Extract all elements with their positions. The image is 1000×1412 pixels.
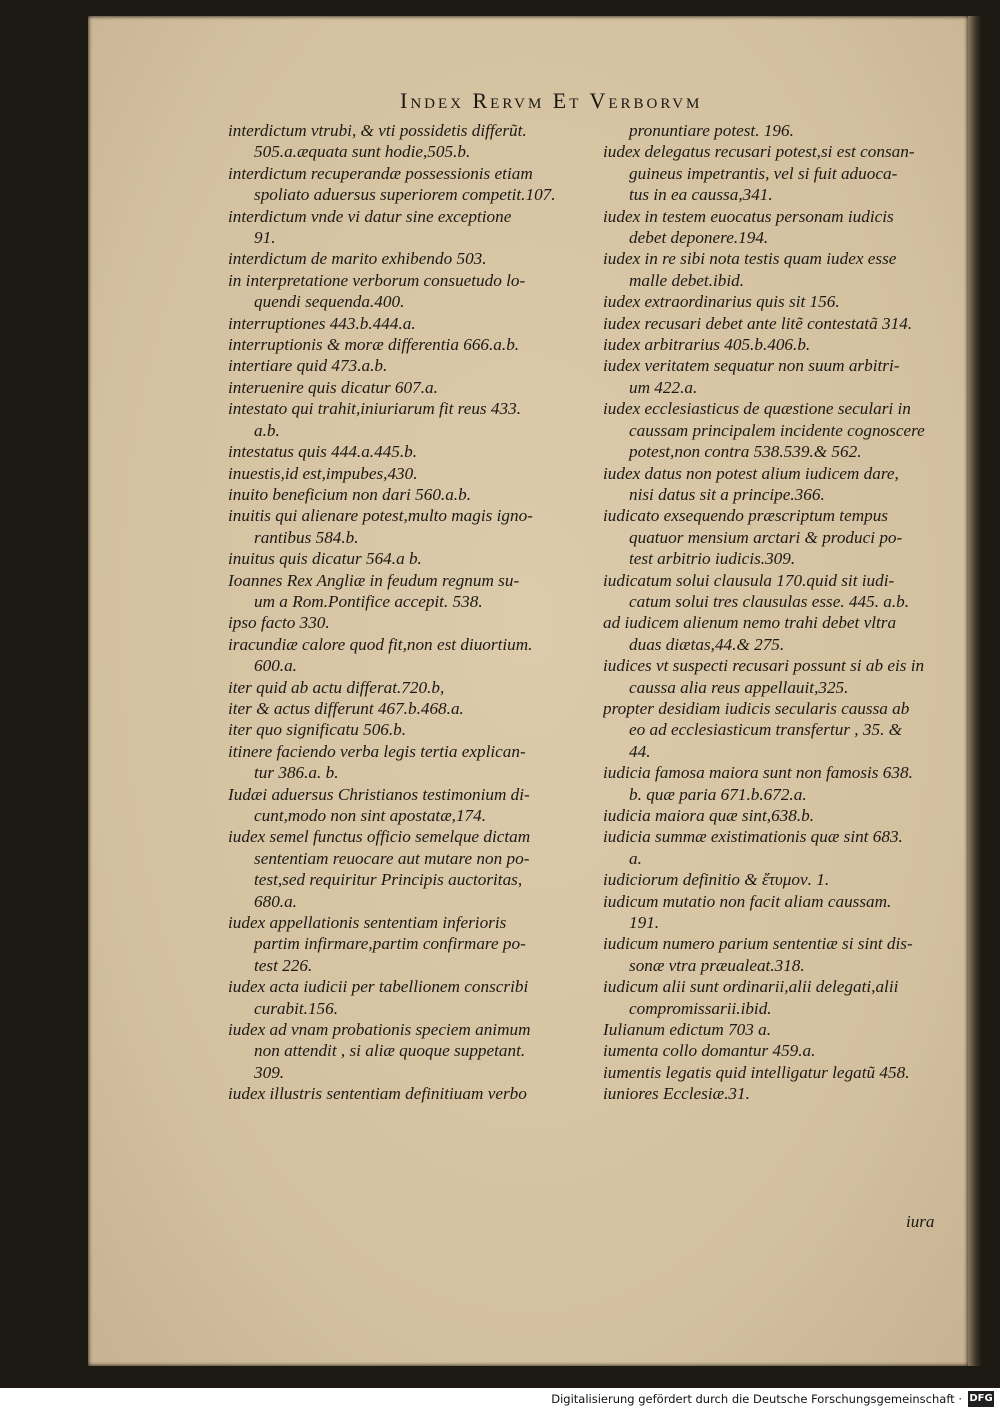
index-entry-line: inuestis,id est,impubes,430. [228,463,418,483]
index-entry-line: duas diætas,44.& 275. [629,634,785,654]
index-entry-line: debet deponere.194. [629,228,769,248]
index-entry-line: iudex delegatus recusari potest,si est consan- [603,142,915,162]
index-entry [603,891,961,934]
index-entry-line: 600.a. [254,656,297,676]
index-entry-line: iudicia maiora quæ sint,638.b. [603,806,815,825]
index-entry-line: iudicatum solui clausula 170.quid sit iudi- [603,570,895,590]
index-entry-line: propter desidiam iudicis secularis caussa ab [603,698,910,718]
index-entry-line: ipso facto 330. [228,613,330,633]
index-entry [603,805,961,826]
index-entry [228,377,590,398]
index-entry-line: tur 386.a. b. [254,763,339,783]
index-entry-line: iracundiæ calore quod fit,non est diuortium. [228,634,533,654]
index-entry-line: nisi datus sit a principe.366. [629,484,825,504]
index-entry [603,120,961,141]
index-entry-line: tus in ea caussa,341. [629,185,773,205]
index-entry-line: iumenta collo domantur 459.a. [603,1041,816,1061]
index-entry-line: iudex ad vnam probationis speciem animum [228,1020,531,1040]
index-entry-line: iter quo significatu 506.b. [228,720,407,740]
index-entry-line: 44. [629,741,651,761]
index-entry [603,248,961,291]
index-entry [228,120,590,163]
index-entry [228,912,590,976]
index-entry-line: test arbitrio iudicis.309. [629,549,796,569]
index-entry [603,976,961,1019]
index-entry-line: guineus impetrantis, vel si fuit aduoca- [629,163,898,183]
index-entry [228,484,590,505]
index-entry [603,141,961,205]
index-entry-line: Iudæi aduersus Christianos testimonium di- [228,784,530,804]
index-entry-line: spoliato aduersus superiorem competit.107. [254,185,556,205]
index-entry [228,1083,590,1104]
index-entry [603,291,961,312]
index-entry-line: catum solui tres clausulas esse. 445. a.b. [629,591,910,611]
index-entry-line: um a Rom.Pontifice accepit. 538. [254,591,483,611]
index-entry-line: iudicato exsequendo præscriptum tempus [603,506,888,526]
index-entry-line: curabit.156. [254,998,339,1018]
index-entry [603,398,961,462]
index-entry-line: iudex illustris sententiam definitiuam verbo [228,1084,527,1104]
index-entry-line: interuenire quis dicatur 607.a. [228,377,438,397]
index-entry-line: interdictum vtrubi, & vti possidetis differũt. [228,121,527,140]
index-entry-line: pronuntiare potest. 196. [629,121,794,140]
index-entry-line: interdictum vnde vi datur sine exceptione [228,206,512,226]
index-entry-line: iudicia famosa maiora sunt non famosis 638. [603,763,913,783]
index-entry [603,762,961,805]
index-entry [228,206,590,249]
index-entry [603,655,961,698]
index-entry-line: iudicum mutatio non facit aliam caussam. [603,891,892,911]
index-entry-line: inuito beneficium non dari 560.a.b. [228,484,471,504]
index-entry [228,1019,590,1083]
index-entry-line: 505.a.æquata sunt hodie,505.b. [254,142,471,162]
index-entry [228,163,590,206]
index-entry [228,976,590,1019]
index-entry [228,270,590,313]
index-entry-line: interruptionis & moræ differentia 666.a.b. [228,335,520,355]
index-entry [603,355,961,398]
index-entry-line: iudices vt suspecti recusari possunt si ab eis in [603,656,925,676]
index-entry-line: ad iudicem alienum nemo trahi debet vltra [603,613,897,633]
index-entry [228,634,590,677]
index-entry [603,463,961,506]
index-entry-line: cunt,modo non sint apostatæ,174. [254,806,487,825]
index-entry-line: rantibus 584.b. [254,527,359,547]
index-entry-line: sententiam reuocare aut mutare non po- [254,848,530,868]
index-entry-line: iudiciorum definitio & ἔτυμον. 1. [603,870,830,890]
index-entry-line: inuitus quis dicatur 564.a b. [228,549,422,569]
index-entry-line: test 226. [254,955,313,975]
index-entry [228,612,590,633]
index-entry-line: interdictum de marito exhibendo 503. [228,249,487,269]
index-entry-line: iudex in re sibi nota testis quam iudex esse [603,249,897,269]
index-entry-line: intertiare quid 473.a.b. [228,356,388,376]
index-entry-line: non attendit , si aliæ quoque suppetant. [254,1041,526,1061]
index-entry [228,398,590,441]
index-entry-line: iudex datus non potest alium iudicem dare, [603,463,899,483]
index-entry [228,441,590,462]
index-entry-line: iudex semel functus officio semelque dictam [228,827,531,847]
index-entry [228,741,590,784]
index-entry-line: iuniores Ecclesiæ.31. [603,1084,750,1104]
left-column [228,120,590,1105]
index-entry-line: malle debet.ibid. [629,270,745,290]
index-entry [228,677,590,698]
index-entry [228,355,590,376]
index-entry-line: quatuor mensium arctari & produci po- [629,527,903,547]
index-entry [603,313,961,334]
index-entry [228,313,590,334]
index-entry-line: a. [629,848,642,868]
footer-bar [0,1388,1000,1412]
index-entry-line: iudex extraordinarius quis sit 156. [603,292,840,312]
index-entry-line: eo ad ecclesiasticum transfertur , 35. & [629,720,903,740]
index-entry-line: Iulianum edictum 703 a. [603,1020,772,1040]
index-entry-line: intestatus quis 444.a.445.b. [228,442,418,462]
index-entry-line: inuitis qui alienare potest,multo magis igno- [228,506,533,526]
index-entry-line: iumentis legatis quid intelligatur legatũ 458. [603,1062,910,1082]
index-entry [228,505,590,548]
index-entry [603,698,961,762]
index-entry-line: caussa alia reus appellauit,325. [629,677,849,697]
index-entry-line: Ioannes Rex Angliæ in feudum regnum su- [228,570,520,590]
index-entry [228,719,590,740]
index-entry [603,1062,961,1083]
index-entry-line: 191. [629,913,660,933]
index-entry-line: iudicum alii sunt ordinarii,alii delegati,alii [603,977,899,997]
index-entry-line: caussam principalem incidente cognoscere [629,420,925,440]
index-entry [228,570,590,613]
page-edge [968,16,982,1366]
index-entry [603,869,961,890]
index-entry [228,248,590,269]
index-entry [603,612,961,655]
running-head: Index Rervm Et Verborvm [400,88,703,113]
index-entry-line: iudex in testem euocatus personam iudicis [603,206,894,226]
index-entry [603,1019,961,1040]
index-entry-line: test,sed requiritur Principis auctoritas, [254,870,523,890]
index-entry-line: itinere faciendo verba legis tertia explican- [228,741,526,761]
index-entry-line: interruptiones 443.b.444.a. [228,313,416,333]
index-entry [603,826,961,869]
index-entry [603,933,961,976]
index-entry-line: iter & actus differunt 467.b.468.a. [228,698,464,718]
index-entry-line: quendi sequenda.400. [254,292,405,312]
index-entry [603,570,961,613]
index-entry [603,505,961,569]
index-entry [603,334,961,355]
index-entry [228,784,590,827]
index-entry-line: iudex arbitrarius 405.b.406.b. [603,335,811,355]
index-entry-line: um 422.a. [629,377,698,397]
index-entry-line: 91. [254,228,276,248]
index-entry-line: intestato qui trahit,iniuriarum fit reus 433. [228,399,522,419]
index-entry-line: potest,non contra 538.539.& 562. [629,442,862,462]
index-entry-line: 680.a. [254,891,297,911]
right-column [603,120,961,1105]
index-entry-line: iter quid ab actu differat.720.b, [228,677,445,697]
index-entry [228,548,590,569]
index-entry [228,698,590,719]
index-entry-line: in interpretatione verborum consuetudo lo- [228,270,526,290]
index-entry-line: iudicum numero parium sententiæ si sint dis- [603,934,913,954]
index-entry-line: sonæ vtra præualeat.318. [629,955,805,975]
index-entry-line: iudicia summæ existimationis quæ sint 683. [603,827,903,847]
index-entry [603,1040,961,1061]
index-entry-line: 309. [254,1062,285,1082]
index-entry-line: b. quæ paria 671.b.672.a. [629,784,807,804]
index-entry [603,1083,961,1104]
index-entry-line: compromissarii.ibid. [629,998,772,1018]
index-entry-line: iudex recusari debet ante litẽ contestatã 314. [603,313,913,333]
index-entry [603,206,961,249]
index-entry-line: iudex acta iudicii per tabellionem conscribi [228,977,529,997]
funding-notice: Digitalisierung gefördert durch die Deutsche Forschungsgemeinschaft · [551,1392,962,1406]
index-entry-line: interdictum recuperandæ possessionis etiam [228,163,533,183]
index-entry [228,463,590,484]
index-entry [228,826,590,912]
index-entry-line: partim infirmare,partim confirmare po- [254,934,526,954]
dfg-logo: DFG [968,1391,994,1407]
index-entry-line: iudex ecclesiasticus de quæstione seculari in [603,399,911,419]
index-entry-line: a.b. [254,420,280,440]
index-entry-line: iudex veritatem sequatur non suum arbitri- [603,356,900,376]
catchword: iura [906,1212,935,1231]
index-entry-line: iudex appellationis sententiam inferioris [228,913,507,933]
index-entry [228,334,590,355]
